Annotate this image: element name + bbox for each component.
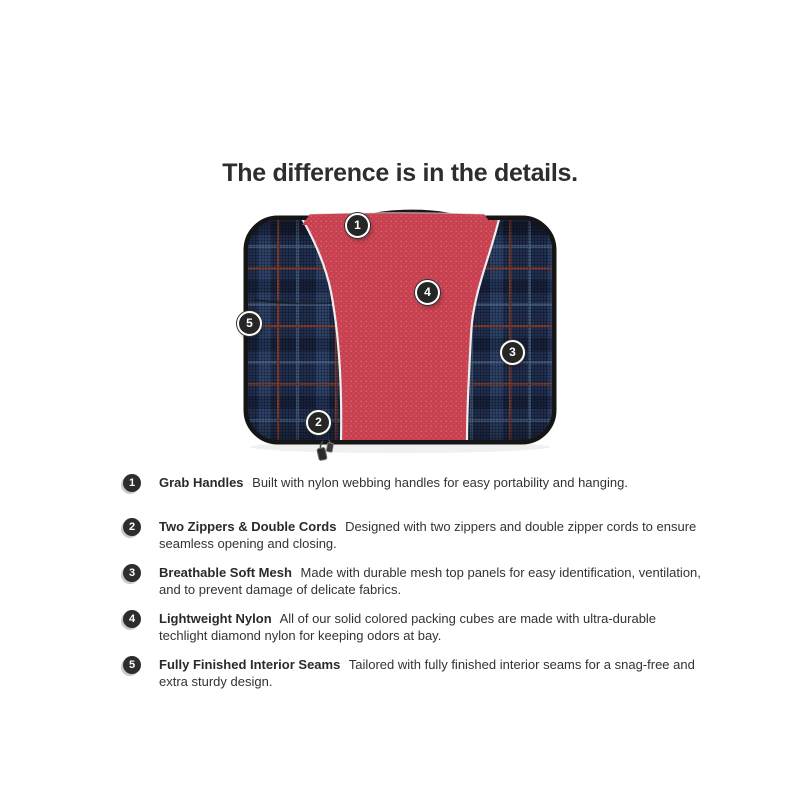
callout-marker-2: 2 <box>306 410 331 435</box>
feature-list <box>123 474 703 702</box>
feature-title-1: Grab Handles <box>159 475 244 490</box>
feature-title-2: Two Zippers & Double Cords <box>159 519 337 534</box>
feature-item-3 <box>123 564 703 598</box>
packing-cube-illustration <box>230 200 570 470</box>
feature-description-3: Made with durable mesh top panels for easy identification, ventilation, and to prevent damage of delicate fabrics. <box>159 565 701 597</box>
feature-number-badge-5: 5 <box>123 656 141 674</box>
feature-title-3: Breathable Soft Mesh <box>159 565 292 580</box>
feature-description-4: All of our solid colored packing cubes are made with ultra-durable techlight diamond nylon for keeping odors at bay. <box>159 611 657 643</box>
cube-body <box>243 213 557 445</box>
callout-marker-5: 5 <box>237 311 262 336</box>
feature-item-1 <box>123 474 703 492</box>
feature-description-1: Built with nylon webbing handles for easy portability and hanging. <box>252 475 628 490</box>
feature-number-badge-2: 2 <box>123 518 141 536</box>
feature-title-5: Fully Finished Interior Seams <box>159 657 341 672</box>
feature-text-2 <box>159 518 703 552</box>
callout-marker-3: 3 <box>500 340 525 365</box>
page-title: The difference is in the details. <box>222 159 578 187</box>
feature-description-2: Designed with two zippers and double zipper cords to ensure seamless opening and closing. <box>159 519 697 551</box>
red-top-edge <box>302 213 492 225</box>
feature-description-5: Tailored with fully finished interior seams for a snag-free and extra sturdy design. <box>159 657 695 689</box>
feature-text-3 <box>159 564 703 598</box>
callout-marker-1: 1 <box>345 213 370 238</box>
feature-title-4: Lightweight Nylon <box>159 611 272 626</box>
feature-number-badge-1: 1 <box>123 474 141 492</box>
feature-item-5 <box>123 656 703 690</box>
callout-marker-4: 4 <box>415 280 440 305</box>
feature-number-badge-4: 4 <box>123 610 141 628</box>
feature-text-4 <box>159 610 703 644</box>
feature-item-2 <box>123 518 703 552</box>
feature-item-4 <box>123 610 703 644</box>
product-photo <box>230 200 570 470</box>
feature-text-1 <box>159 474 703 491</box>
feature-text-5 <box>159 656 703 690</box>
feature-number-badge-3: 3 <box>123 564 141 582</box>
